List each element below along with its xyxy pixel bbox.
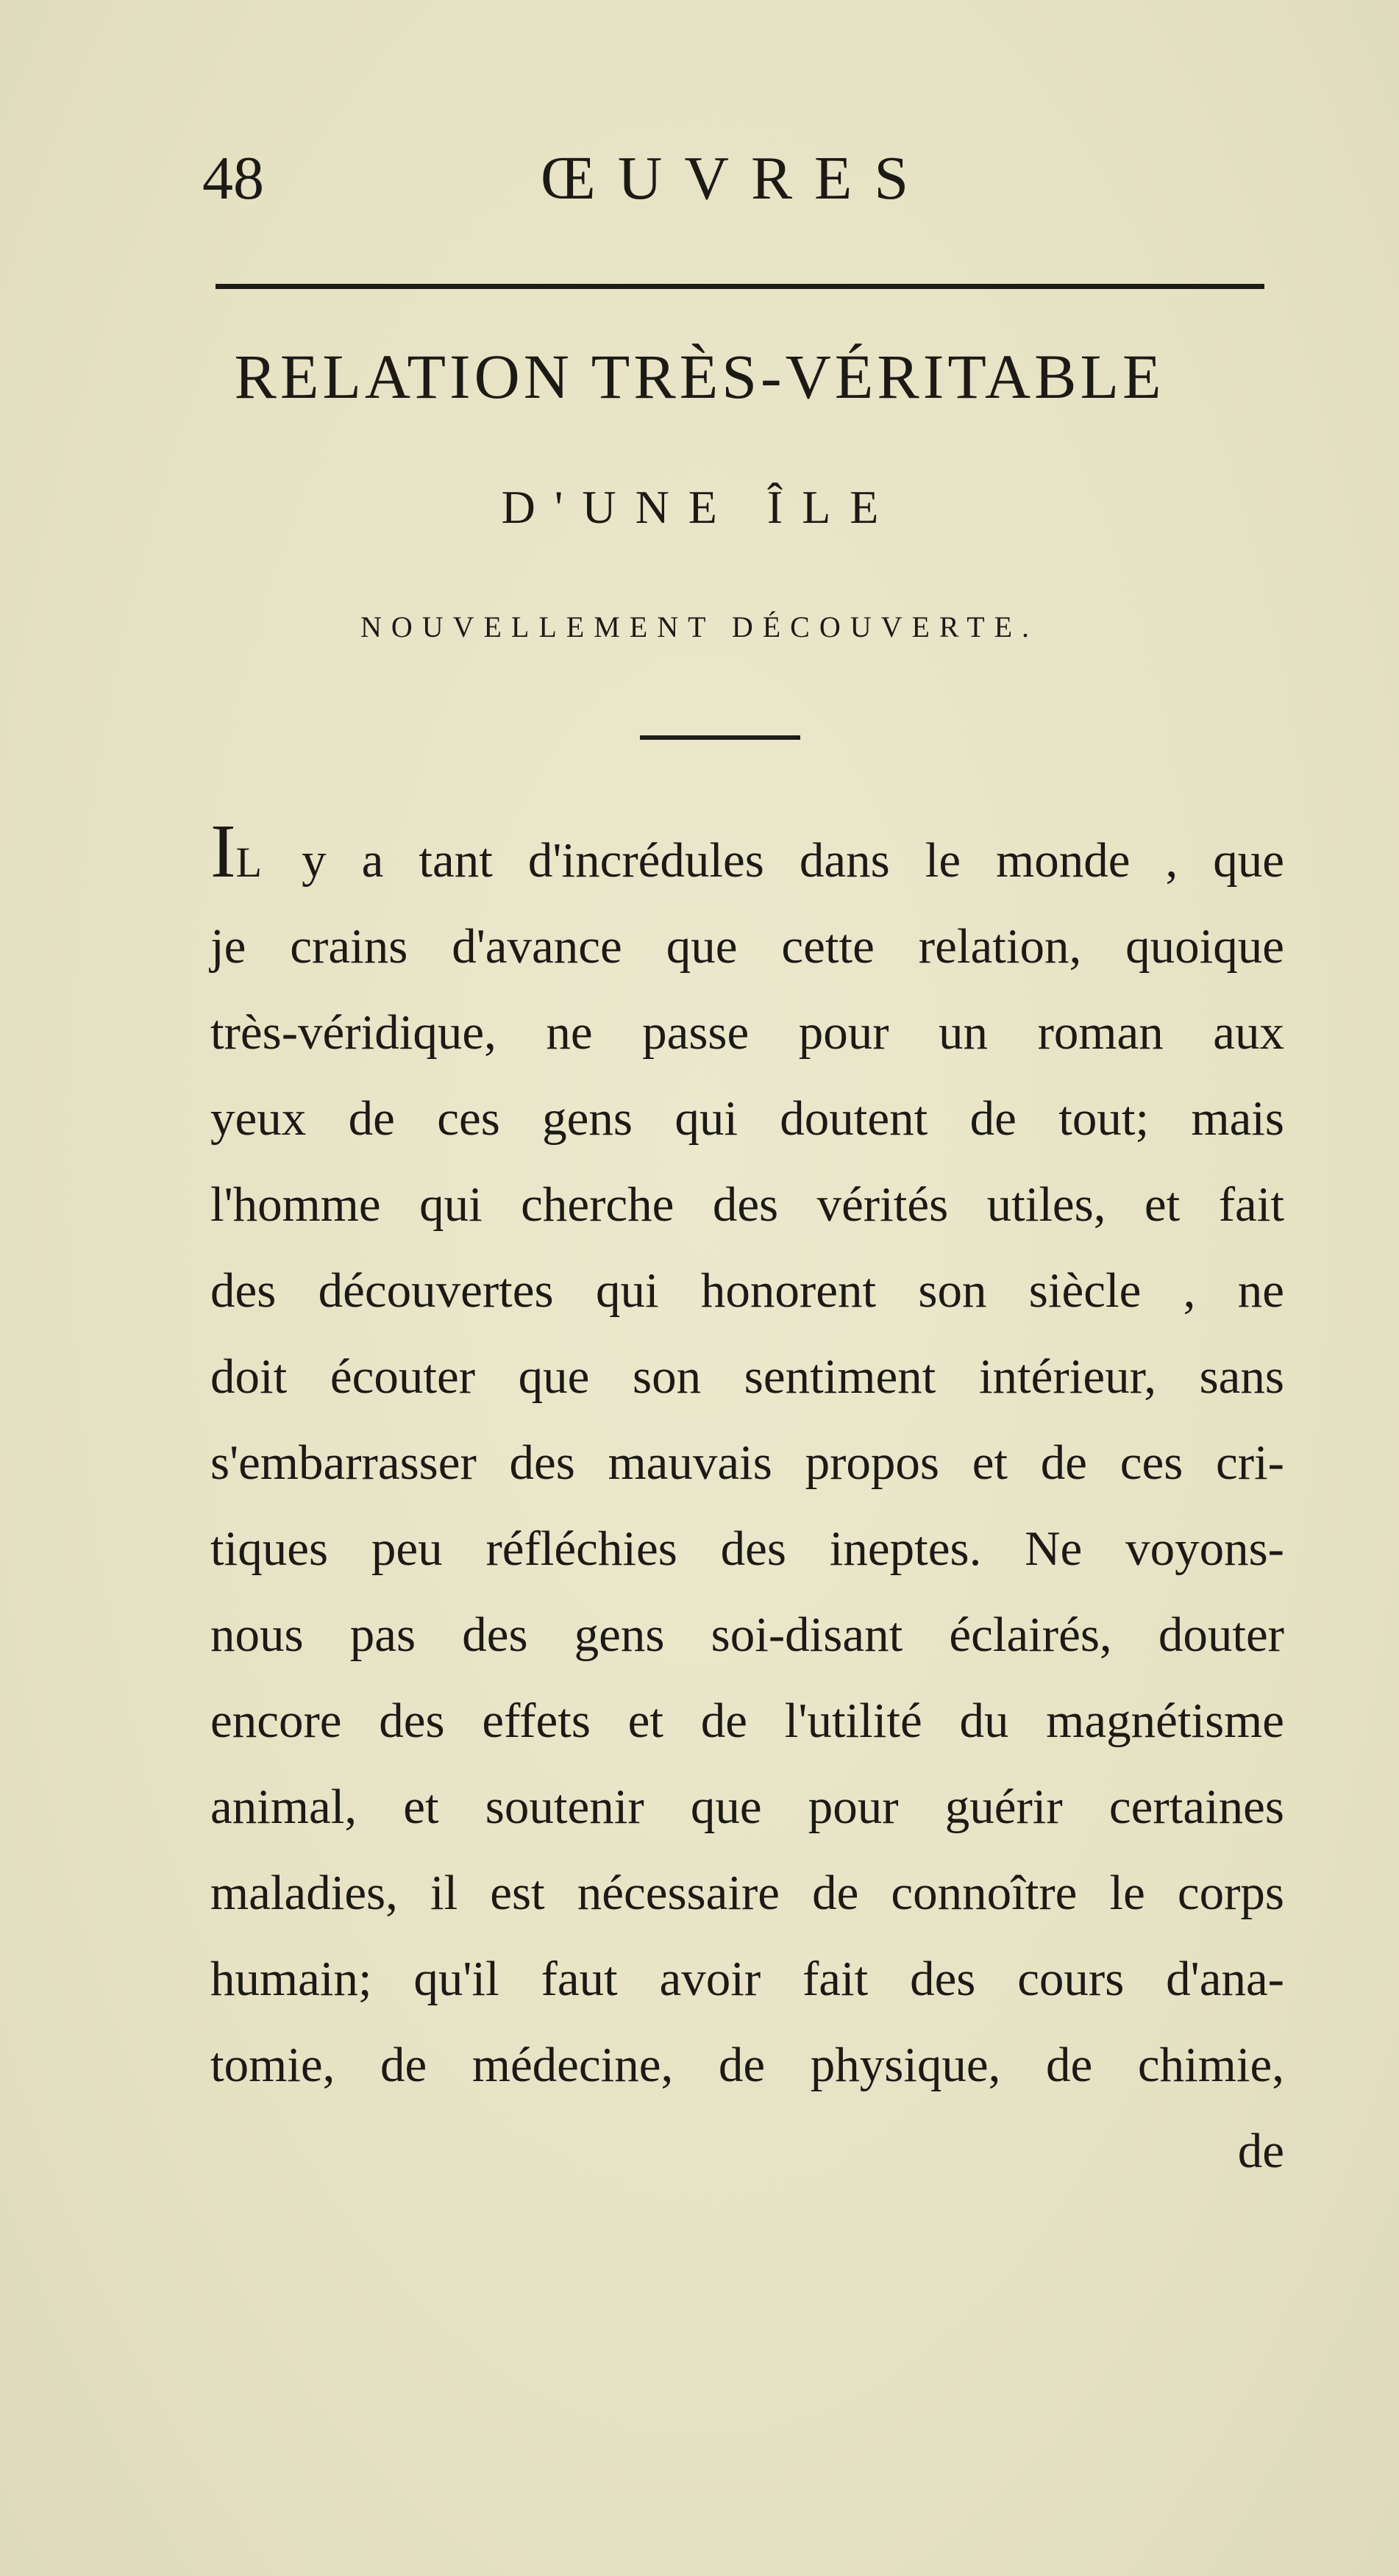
- small-cap: L: [235, 838, 263, 886]
- top-rule: [216, 284, 1264, 289]
- running-title: ŒUVRES: [541, 144, 931, 213]
- page-number: 48: [202, 144, 264, 213]
- text-line: yeux de ces gens qui doutent de tout; mais: [210, 1091, 1284, 1146]
- text-line: encore des effets et de l'utilité du magnétisme: [210, 1694, 1284, 1748]
- title-rule: [640, 735, 800, 740]
- text-line: animal, et soutenir que pour guérir certaines: [210, 1780, 1284, 1834]
- running-head: [0, 146, 1399, 212]
- catchword: de: [1237, 2124, 1284, 2178]
- text-line: doit écouter que son sentiment intérieur, sans: [210, 1349, 1284, 1404]
- text-line: IL y a tant d'incrédules dans le monde , que: [210, 809, 1284, 893]
- chapter-title: RELATION TRÈS-VÉRITABLE: [234, 341, 1165, 412]
- text-line: l'homme qui cherche des vérités utiles, et fait: [210, 1177, 1284, 1232]
- text-line: maladies, il est nécessaire de connoître le corps: [210, 1866, 1284, 1920]
- text-line: tomie, de médecine, de physique, de chimie,: [210, 2038, 1284, 2092]
- text-line: tiques peu réfléchies des ineptes. Ne voyons-: [210, 1521, 1284, 1576]
- body-text: [210, 809, 1284, 2194]
- text-line: je crains d'avance que cette relation, quoique: [210, 919, 1284, 974]
- drop-cap: I: [210, 809, 236, 893]
- text-line: humain; qu'il faut avoir fait des cours d'ana-: [210, 1952, 1284, 2006]
- text-line: des découvertes qui honorent son siècle , ne: [210, 1263, 1284, 1318]
- text-line: s'embarrasser des mauvais propos et de ces cri-: [210, 1435, 1284, 1490]
- chapter-subtitle-second: NOUVELLEMENT DÉCOUVERTE.: [360, 610, 1039, 643]
- text-line: nous pas des gens soi-disant éclairés, douter: [210, 1608, 1284, 1662]
- text-line: très-véridique, ne passe pour un roman aux: [210, 1005, 1284, 1060]
- chapter-subtitle: D'UNE ÎLE: [501, 481, 898, 533]
